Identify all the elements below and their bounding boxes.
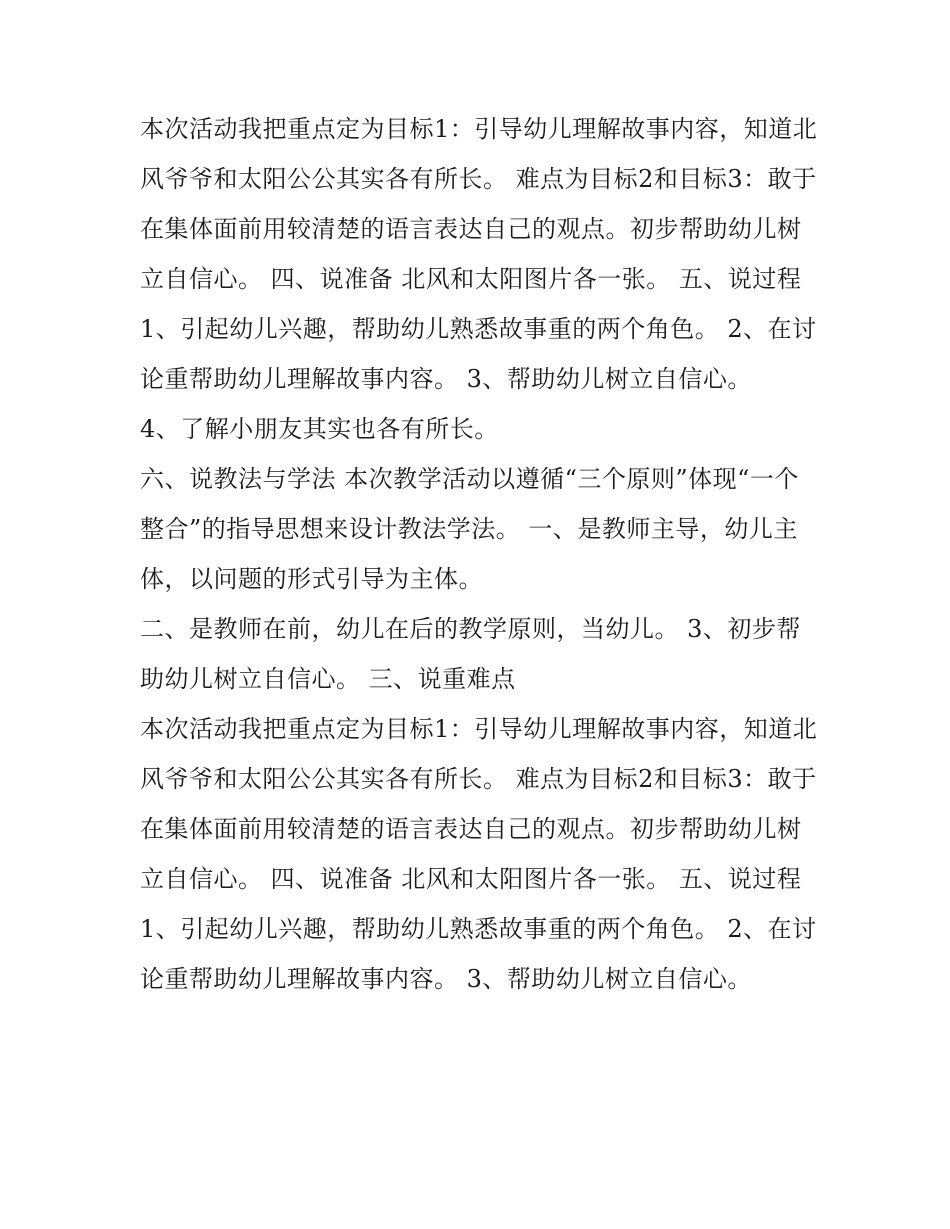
paragraph-5: 二、是教师在前，幼儿在后的教学原则，当幼儿。 3、初步帮助幼儿树立自信心。 三、说重难点	[140, 615, 801, 693]
paragraph-6: 本次活动我把重点定为目标1：引导幼儿理解故事内容，知道北风爷爷和太阳公公其实各有所长。 难点为目标2和目标3：敢于在集体面前用较清楚的语言表达自己的观点。初步帮助幼儿树立自信心。 四、说准备 北风和太阳图片各一张。 五、说过程	[140, 715, 818, 893]
paragraph-3: 4、了解小朋友其实也各有所长。	[140, 415, 499, 443]
paragraph-7: 1、引起幼儿兴趣，帮助幼儿熟悉故事重的两个角色。 2、在讨论重帮助幼儿理解故事内容。 3、帮助幼儿树立自信心。	[140, 915, 817, 993]
paragraph-4: 六、说教法与学法 本次教学活动以遵循“三个原则”体现“一个整合”的指导思想来设计教法学法。 一、是教师主导，幼儿主体，以问题的形式引导为主体。	[140, 465, 799, 593]
document-body	[140, 104, 820, 1004]
paragraph-1: 本次活动我把重点定为目标1：引导幼儿理解故事内容，知道北风爷爷和太阳公公其实各有所长。 难点为目标2和目标3：敢于在集体面前用较清楚的语言表达自己的观点。初步帮助幼儿树立自信心。 四、说准备 北风和太阳图片各一张。 五、说过程	[140, 115, 818, 293]
paragraph-2: 1、引起幼儿兴趣，帮助幼儿熟悉故事重的两个角色。 2、在讨论重帮助幼儿理解故事内容。 3、帮助幼儿树立自信心。	[140, 315, 817, 393]
